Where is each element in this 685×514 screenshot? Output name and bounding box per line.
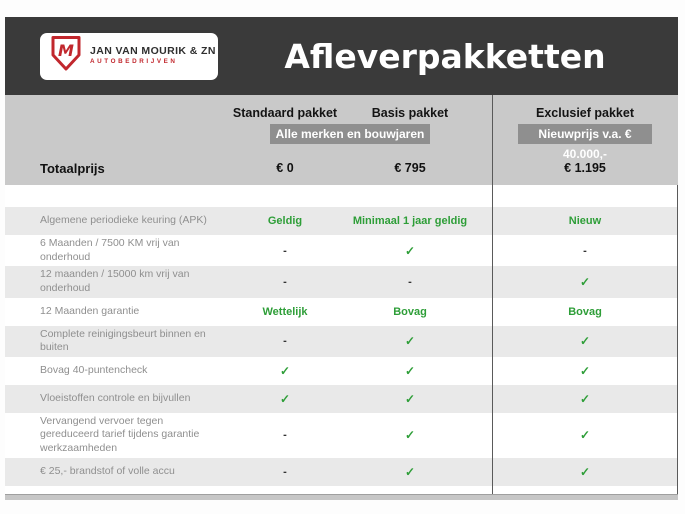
table-row [5,385,678,413]
feature-rows [5,207,678,486]
totals-label: Totaalprijs [40,160,105,176]
row-label: 6 Maanden / 7500 KM vrij van onderhoud [40,237,180,263]
banner-new-price: Nieuwprijs v.a. € 40.000,- [518,124,652,144]
table-row [5,326,678,357]
dash-icon: - [283,275,287,288]
brand-name: JAN VAN MOURIK & ZN [90,44,216,57]
row-label: Vloeistoffen controle en bijvullen [40,392,191,405]
dash-icon: - [408,275,412,288]
banner-all-brands: Alle merken en bouwjaren [270,124,430,144]
check-icon: ✓ [404,391,416,406]
row-label: € 25,- brandstof of volle accu [40,464,175,477]
svg-text:M: M [58,41,74,60]
check-icon: ✓ [404,363,416,378]
dash-icon: - [583,244,587,257]
table-header-band [5,95,678,185]
dash-icon: - [283,335,287,348]
check-icon: ✓ [579,274,591,289]
row-label: 12 Maanden garantie [40,304,140,317]
table-row [5,357,678,385]
spacer [5,185,678,207]
total-price-standaard: € 0 [276,161,294,175]
afleverpakketten-page [5,17,678,500]
check-icon: ✓ [579,391,591,406]
cell-value: Bovag [568,305,602,318]
table-row [5,413,678,458]
dash-icon: - [283,244,287,257]
check-icon: ✓ [404,428,416,443]
brand-logo [40,33,218,80]
cell-value: Geldig [267,215,303,227]
brand-subtitle: AUTOBEDRIJVEN [90,58,178,66]
cell-value: Minimaal 1 jaar geldig [352,215,468,227]
table-row [5,298,678,326]
check-icon: ✓ [404,334,416,349]
brand-text [90,46,216,66]
table-row [5,266,678,297]
check-icon: ✓ [579,334,591,349]
check-icon: ✓ [579,464,591,479]
page-title: Afleverpakketten [284,36,606,76]
table-row [5,207,678,235]
column-divider-line [492,95,493,496]
column-header-basis: Basis pakket [371,106,449,120]
column-header-exclusief: Exclusief pakket [536,106,634,120]
banner-row [5,124,678,161]
row-label: Bovag 40-puntencheck [40,364,148,377]
table-bottom-bar [5,494,678,500]
cell-value: Bovag [393,305,427,318]
column-headers [5,106,678,120]
check-icon: ✓ [404,243,416,258]
row-label: 12 maanden / 15000 km vrij van onderhoud [40,268,190,294]
brand-shield-icon [50,35,82,77]
row-label: Complete reinigingsbeurt binnen en buiten [40,327,206,354]
check-icon: ✓ [279,391,291,406]
cell-value: Wettelijk [262,305,308,318]
row-label: Algemene periodieke keuring (APK) [40,214,207,227]
column-header-standaard: Standaard pakket [232,106,338,120]
table-row [5,235,678,266]
dash-icon: - [283,465,287,478]
check-icon: ✓ [579,363,591,378]
cell-value: Nieuw [568,215,602,227]
totals-row [5,157,678,179]
check-icon: ✓ [404,464,416,479]
total-price-exclusief: € 1.195 [564,161,606,175]
check-icon: ✓ [579,428,591,443]
table-right-border [677,185,678,496]
check-icon: ✓ [279,363,291,378]
top-banner [5,17,678,95]
table-row [5,458,678,486]
row-label: Vervangend vervoer tegen gereduceerd tarief tijdens garantie werkzaamheden [40,414,200,455]
dash-icon: - [283,429,287,442]
total-price-basis: € 795 [394,161,426,175]
